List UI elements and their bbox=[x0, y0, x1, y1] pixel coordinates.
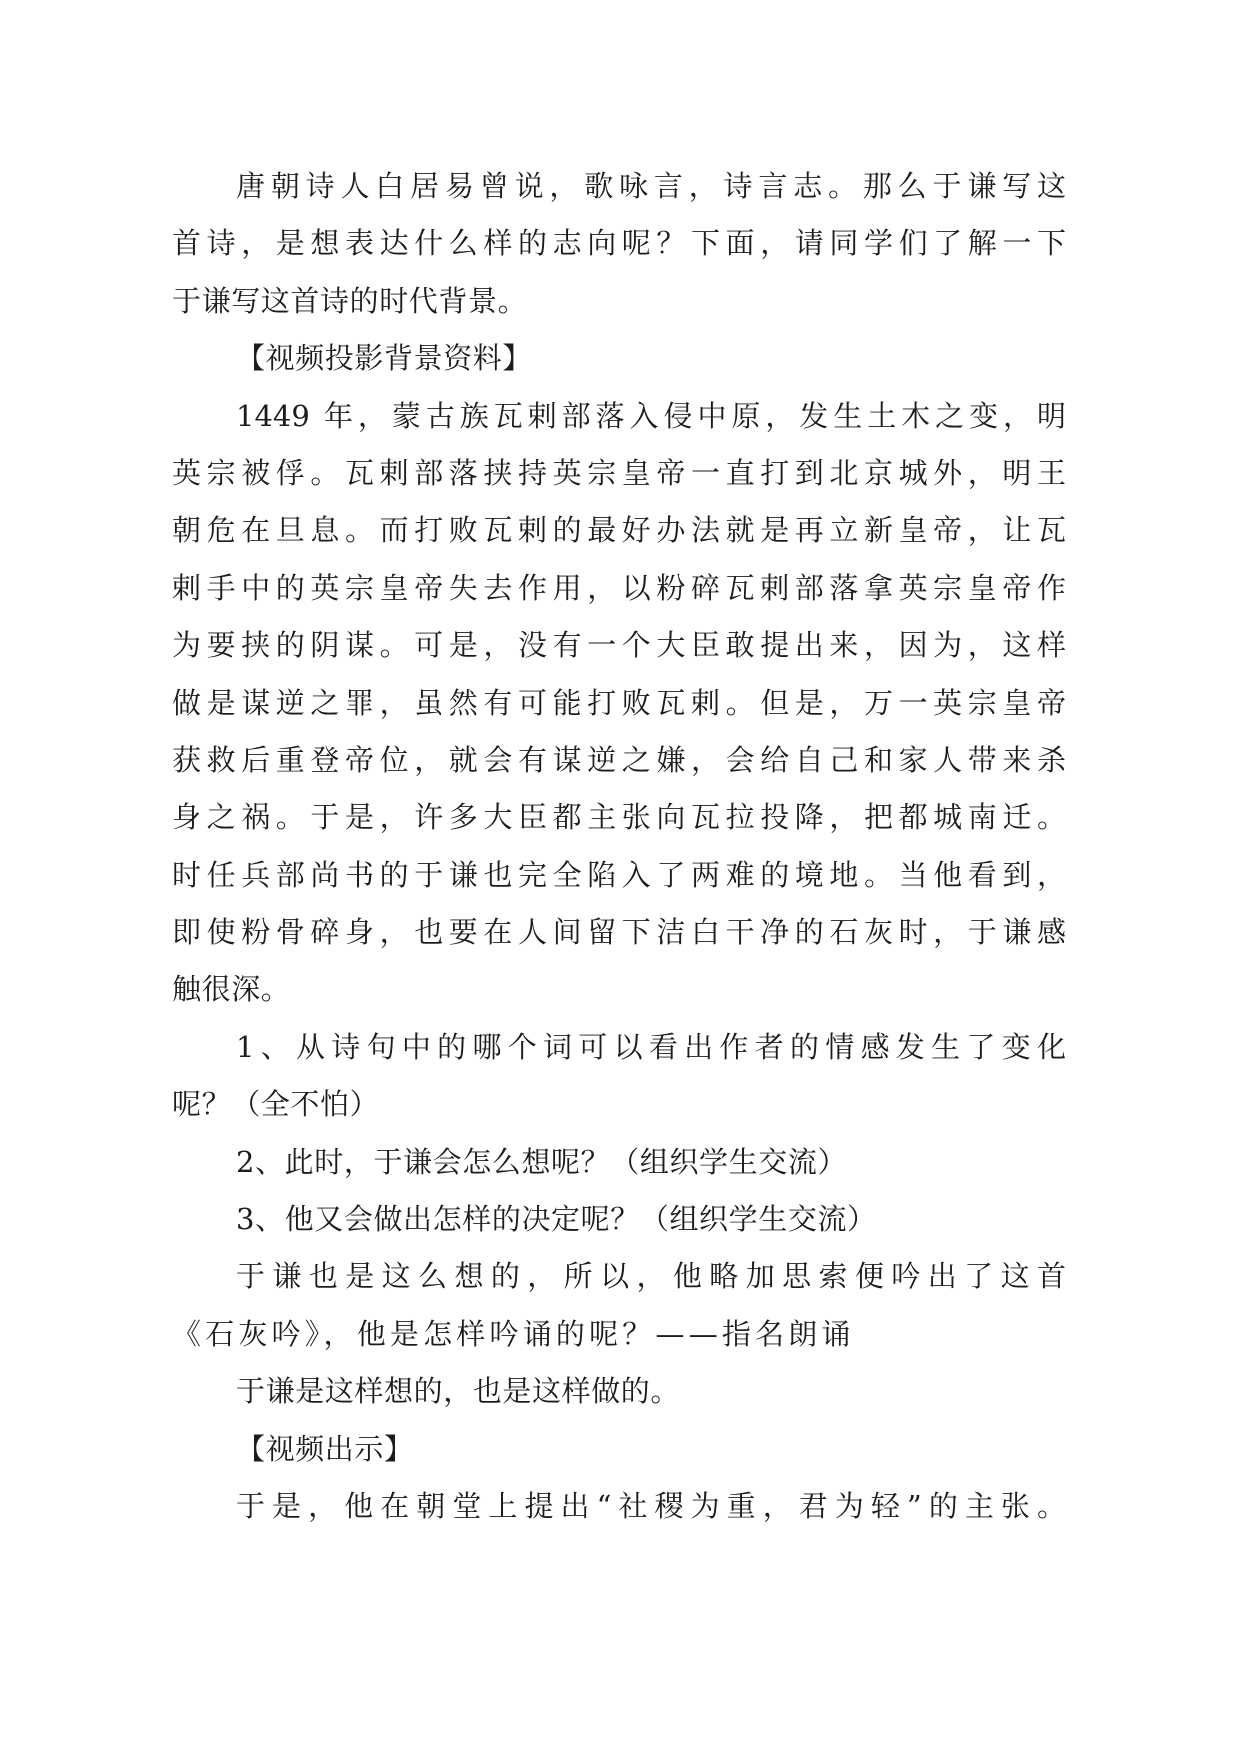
text-line: 于谦是这样想的，也是这样做的。 bbox=[236, 1374, 681, 1409]
text-line: 为要挟的阴谋。可是，没有一个大臣敢提出来，因为，这样 bbox=[172, 628, 1066, 663]
text-line: 首诗，是想表达什么样的志向呢？下面，请同学们了解一下 bbox=[172, 226, 1066, 261]
text-line: 【视频出示】 bbox=[236, 1431, 414, 1466]
question-2 bbox=[172, 1134, 1066, 1191]
intro-paragraph bbox=[172, 158, 1066, 330]
background-paragraph bbox=[172, 388, 1066, 1019]
video-background-heading bbox=[172, 330, 1066, 387]
text-line: 于谦写这首诗的时代背景。 bbox=[172, 283, 528, 318]
text-line: 1、从诗句中的哪个词可以看出作者的情感发生了变化 bbox=[236, 1029, 1066, 1064]
text-line: 呢？（全不怕） bbox=[172, 1087, 380, 1122]
text-line: 身之祸。于是，许多大臣都主张向瓦拉投降，把都城南迁。 bbox=[172, 800, 1066, 835]
text-line: 做是谋逆之罪，虽然有可能打败瓦剌。但是，万一英宗皇帝 bbox=[172, 685, 1066, 720]
text-line: 即使粉骨碎身，也要在人间留下洁白干净的石灰时，于谦感 bbox=[172, 915, 1066, 950]
text-line: 1449 年，蒙古族瓦剌部落入侵中原，发生土木之变，明 bbox=[236, 398, 1066, 433]
recitation-paragraph bbox=[172, 1248, 1066, 1363]
text-line: 【视频投影背景资料】 bbox=[236, 341, 533, 376]
text-line: 时任兵部尚书的于谦也完全陷入了两难的境地。当他看到， bbox=[172, 857, 1066, 892]
text-line: 于是，他在朝堂上提出“社稷为重，君为轻”的主张。 bbox=[236, 1488, 1066, 1523]
question-1 bbox=[172, 1019, 1066, 1134]
text-line: 剌手中的英宗皇帝失去作用，以粉碎瓦剌部落拿英宗皇帝作 bbox=[172, 570, 1066, 605]
text-line: 触很深。 bbox=[172, 972, 291, 1007]
text-line: 于谦也是这么想的，所以，他略加思索便吟出了这首 bbox=[236, 1259, 1066, 1294]
text-line: 唐朝诗人白居易曾说，歌咏言，诗言志。那么于谦写这 bbox=[236, 169, 1066, 203]
conclusion-line bbox=[172, 1363, 1066, 1420]
text-line: 3、他又会做出怎样的决定呢？（组织学生交流） bbox=[236, 1202, 877, 1237]
question-3 bbox=[172, 1191, 1066, 1248]
text-line: 2、此时，于谦会怎么想呢？（组织学生交流） bbox=[236, 1144, 848, 1179]
court-proposal-paragraph bbox=[172, 1478, 1066, 1535]
text-line: 朝危在旦息。而打败瓦剌的最好办法就是再立新皇帝，让瓦 bbox=[172, 513, 1066, 548]
text-line: 《石灰吟》，他是怎样吟诵的呢？——指名朗诵 bbox=[172, 1316, 855, 1351]
text-line: 获救后重登帝位，就会有谋逆之嫌，会给自己和家人带来杀 bbox=[172, 742, 1066, 777]
document-body bbox=[172, 158, 1066, 1535]
text-line: 英宗被俘。瓦剌部落挟持英宗皇帝一直打到北京城外，明王 bbox=[172, 455, 1066, 490]
video-show-heading bbox=[172, 1421, 1066, 1478]
